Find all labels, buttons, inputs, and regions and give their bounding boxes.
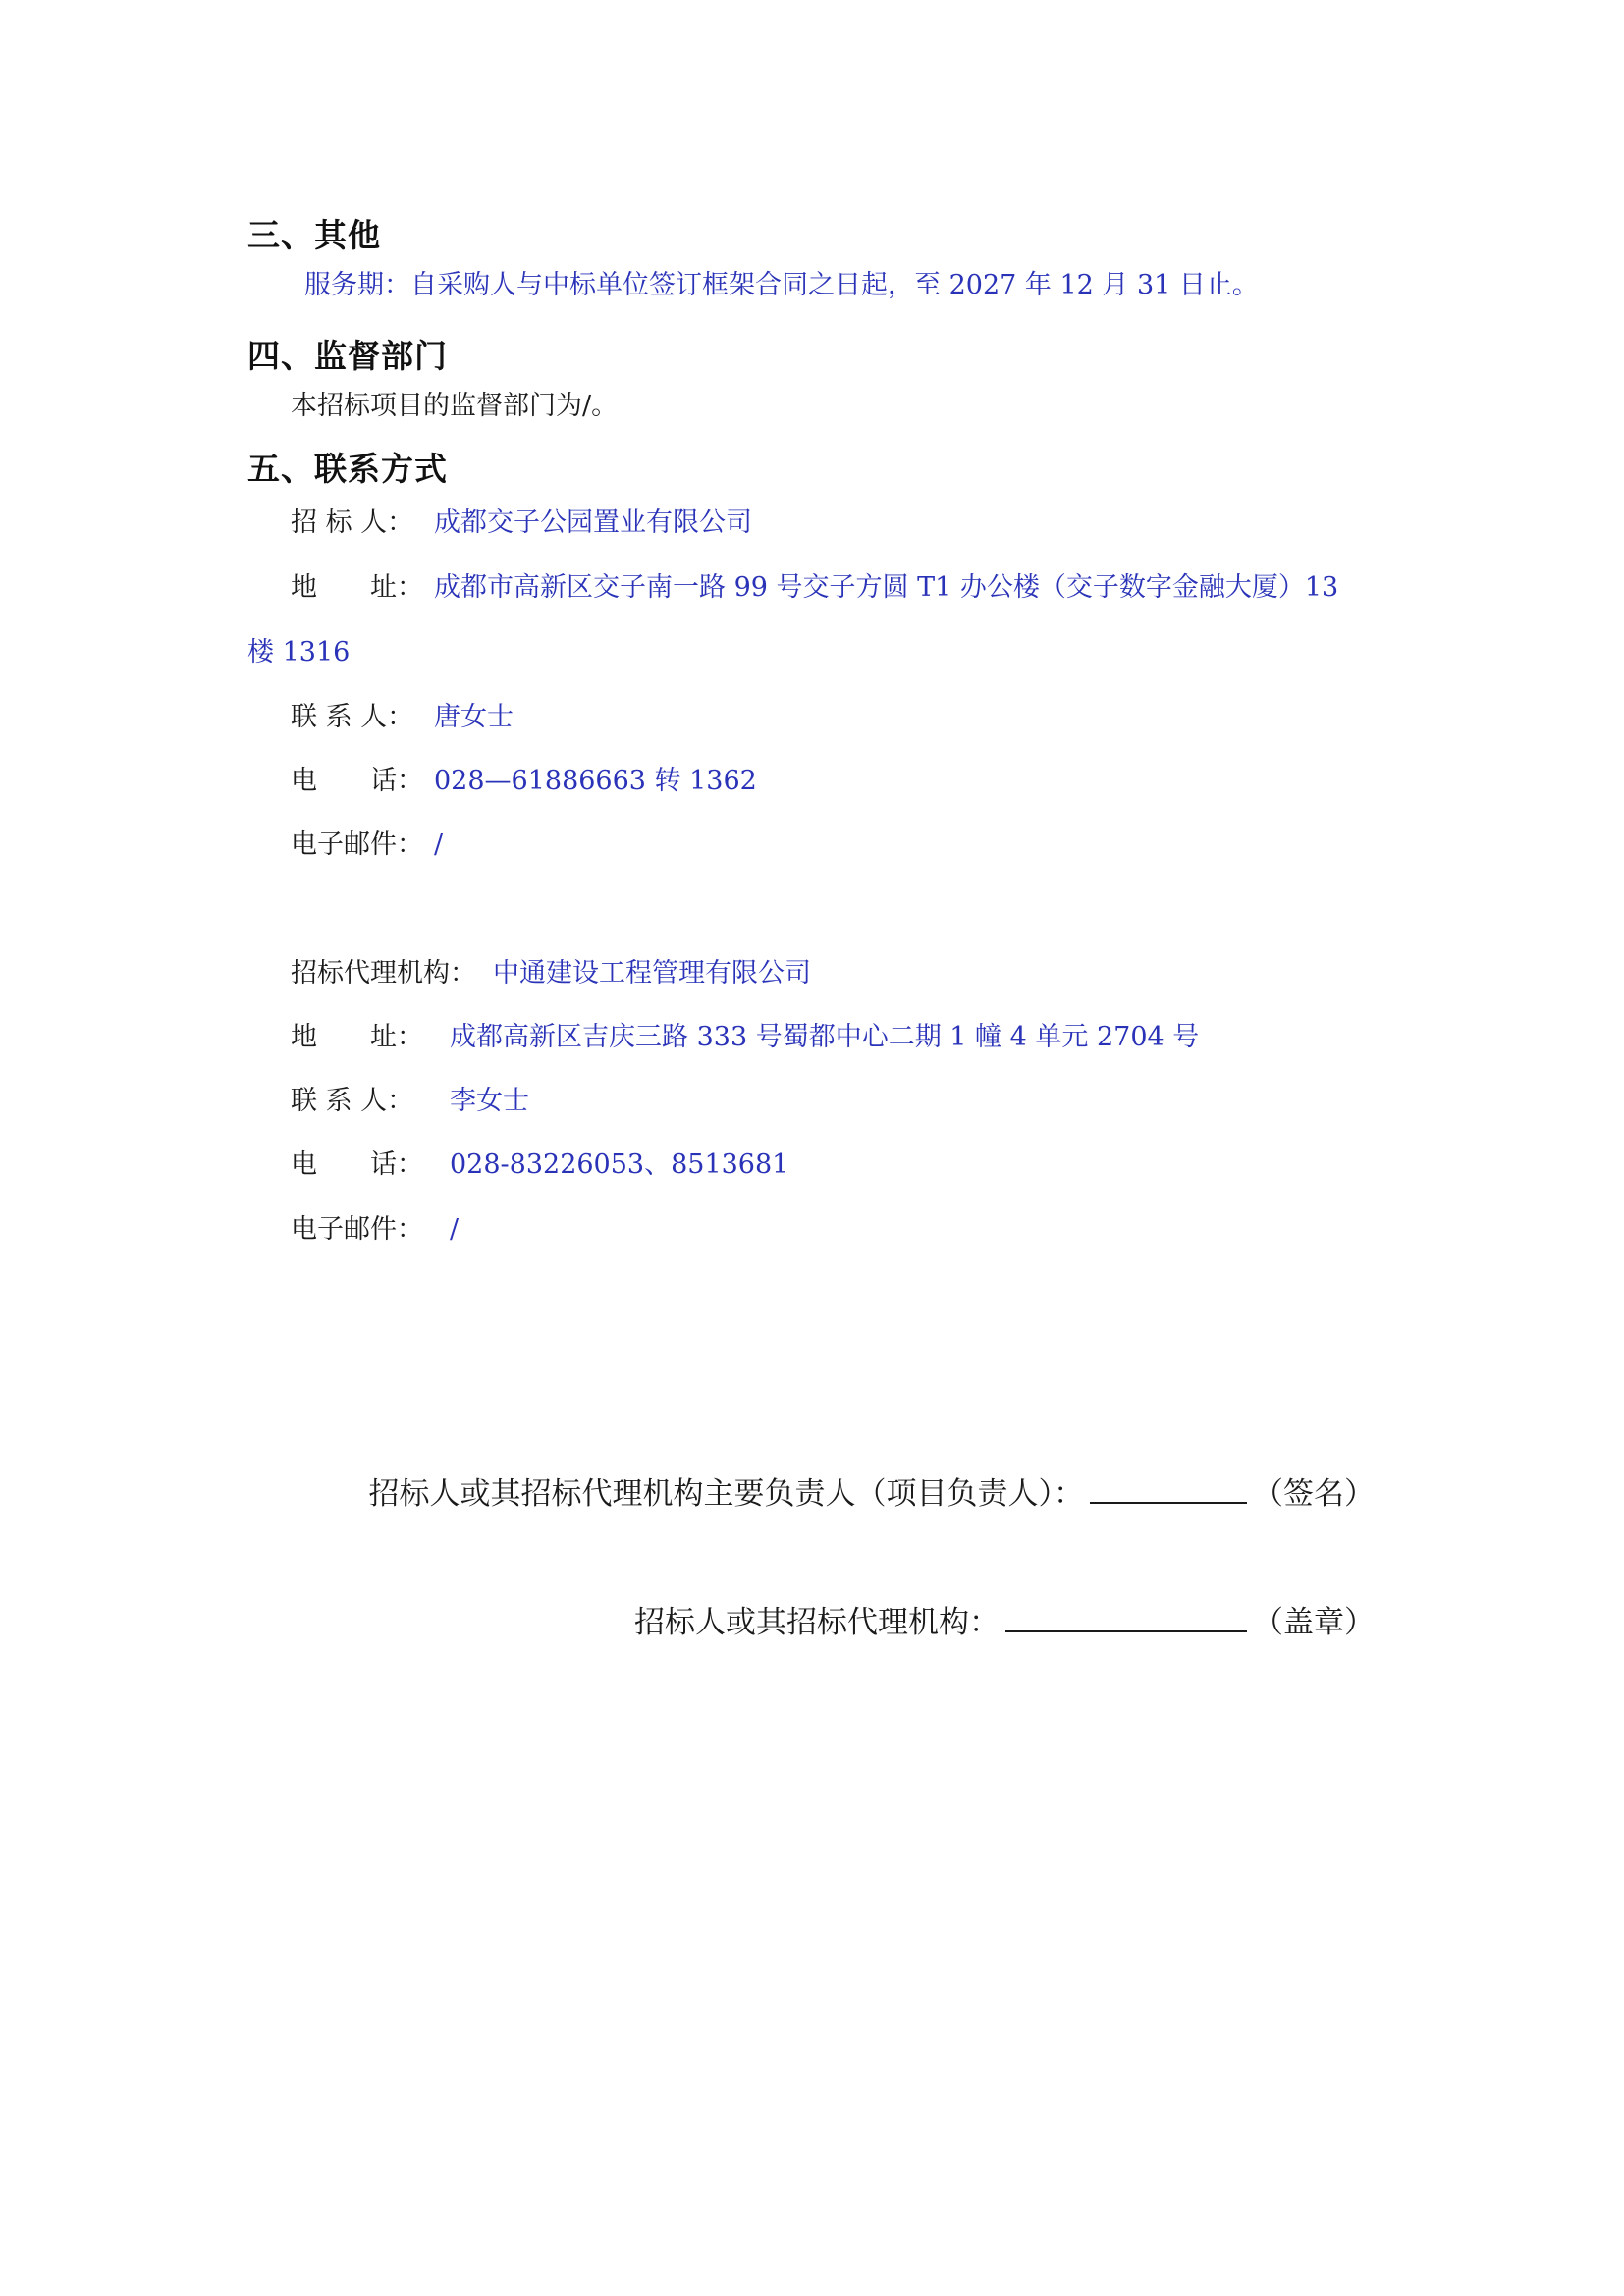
tenderer-contact-value: 唐女士 <box>434 702 514 732</box>
agency-phone-row <box>291 1148 788 1182</box>
tenderer-email-row <box>291 828 443 862</box>
tenderer-email-label: 电子邮件： <box>291 829 423 860</box>
section-4-heading: 四、监督部门 <box>247 337 448 375</box>
agency-contact-value: 李女士 <box>450 1086 529 1116</box>
tenderer-address-continuation: 楼 1316 <box>247 637 351 667</box>
agency-email-row <box>291 1213 459 1247</box>
org-seal-line <box>634 1597 1375 1641</box>
agency-phone-label: 电 话： <box>291 1149 423 1180</box>
tenderer-contact-row <box>291 701 514 734</box>
leader-signature-suffix: （签名） <box>1253 1476 1375 1512</box>
tenderer-phone-label: 电 话： <box>291 766 423 796</box>
agency-address-row <box>291 1021 1199 1054</box>
section-5-heading: 五、联系方式 <box>247 450 448 488</box>
section-3-heading: 三、其他 <box>247 216 381 254</box>
agency-email-value: / <box>450 1214 460 1245</box>
agency-contact-row <box>291 1085 529 1118</box>
tenderer-email-value: / <box>434 829 444 860</box>
service-period-text: 服务期：自采购人与中标单位签订框架合同之日起，至 2027 年 12 月 31 日止。 <box>304 270 1259 300</box>
agency-email-label: 电子邮件： <box>291 1214 423 1245</box>
agency-name-row <box>291 957 811 990</box>
tenderer-address-row <box>291 571 1338 605</box>
leader-signature-label: 招标人或其招标代理机构主要负责人（项目负责人）： <box>368 1476 1084 1512</box>
supervision-text: 本招标项目的监督部门为/。 <box>291 391 619 421</box>
tenderer-contact-label: 联 系 人： <box>291 702 414 732</box>
tenderer-phone-row <box>291 765 757 798</box>
agency-name-value: 中通建设工程管理有限公司 <box>493 958 811 988</box>
tenderer-address-value: 成都市高新区交子南一路 99 号交子方圆 T1 办公楼（交子数字金融大厦）13 <box>434 572 1339 603</box>
org-seal-suffix: （盖章） <box>1253 1605 1375 1640</box>
tenderer-name-value: 成都交子公园置业有限公司 <box>434 507 752 538</box>
org-seal-blank[interactable] <box>1005 1603 1247 1632</box>
agency-contact-label: 联 系 人： <box>291 1086 414 1116</box>
agency-phone-value: 028-83226053、8513681 <box>450 1149 789 1180</box>
tenderer-name-label: 招 标 人： <box>291 507 414 538</box>
leader-signature-line <box>369 1468 1376 1513</box>
agency-address-label: 地 址： <box>291 1022 423 1052</box>
leader-signature-blank[interactable] <box>1090 1474 1247 1504</box>
tenderer-phone-value: 028—61886663 转 1362 <box>434 766 757 796</box>
tenderer-name-row <box>291 507 752 540</box>
agency-name-label: 招标代理机构： <box>291 958 476 988</box>
org-seal-label: 招标人或其招标代理机构： <box>634 1605 1000 1640</box>
agency-address-value: 成都高新区吉庆三路 333 号蜀都中心二期 1 幢 4 单元 2704 号 <box>450 1022 1200 1052</box>
tenderer-address-label: 地 址： <box>291 572 423 603</box>
